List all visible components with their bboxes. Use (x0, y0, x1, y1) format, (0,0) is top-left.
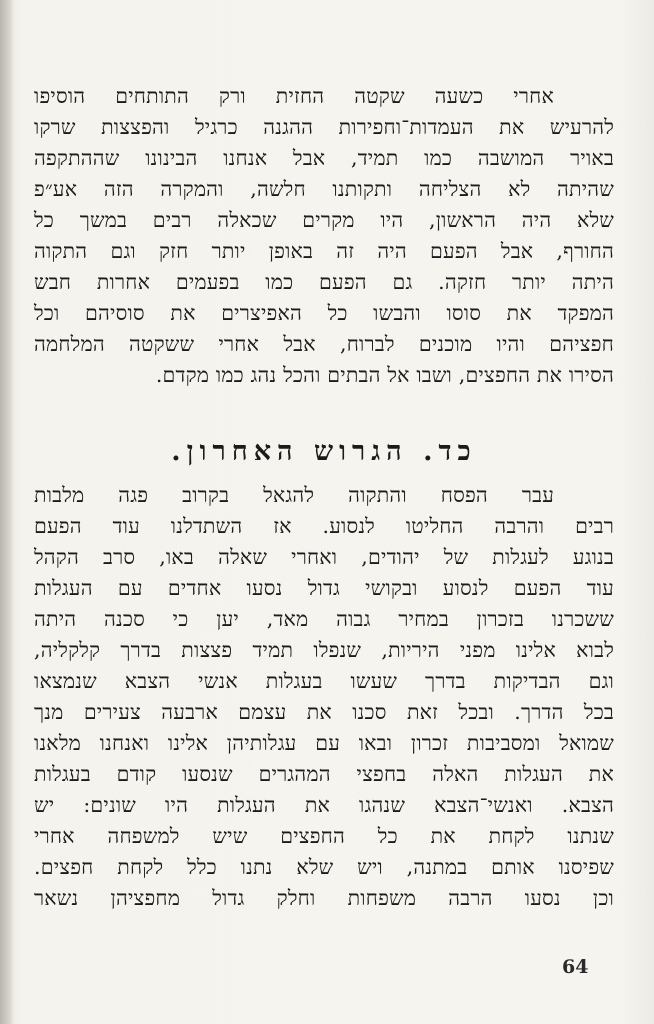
text-line: בכל הדרך. ובכל זאת סכנו את עצמם ארבעה צעירים מנך (34, 700, 614, 724)
text-line: החורף, אבל הפעם היה זה באופן יותר חזק וגם התקוה (34, 239, 614, 263)
text-line: שפיסנו אותם במתנה, ויש שלא נתנו כלל לקחת חפצים. (34, 855, 614, 879)
text-line: היתה יותר חזקה. גם הפעם כמו בפעמים אחרות חבש (34, 270, 614, 294)
text-line: באויר המושבה כמו תמיד, אבל אנחנו הבינונו שההתקפה (34, 146, 614, 170)
text-line: עוד הפעם לנסוע ובקושי גדול נסעו אחדים עם העגלות (34, 576, 614, 600)
paragraph-2 (34, 480, 614, 914)
text-line: את העגלות האלה בחפצי המהגרים שנסעו קודם בעגלות (34, 762, 614, 786)
text-line: שהיתה לא הצליחה ותקותנו חלשה, והמקרה הזה אע״פ (34, 177, 614, 201)
text-line: להרעיש את העמדות־וחפירות ההגנה כרגיל והפצצות שרקו (34, 115, 614, 139)
text-line: שמואל ומסביבות זכרון ובאו עם עגלותיהן אלינו ואנחנו מלאנו (34, 731, 614, 755)
text-line: חפציהם והיו מוכנים לברוח, אבל אחרי ששקטה המלחמה (34, 332, 614, 356)
text-line: ששכרנו בזכרון במחיר גבוה מאד, יען כי סכנה היתה (34, 607, 614, 631)
page-number: 64 (562, 956, 589, 978)
text-line: עבר הפסח והתקוה להגאל בקרוב פגה מלבות (34, 483, 554, 507)
chapter-heading: כד. הגרוש האחרון. (171, 436, 477, 467)
text-line: רבים והרבה החליטו לנסוע. אז השתדלנו עוד הפעם (34, 514, 614, 538)
text-line: בנוגע לעגלות של יהודים, ואחרי שאלה באו, סרב הקהל (34, 545, 614, 569)
text-line: וכן נסעו הרבה משפחות וחלק גדול מחפציהן נשאר (34, 886, 614, 910)
text-line: וגם הבדיקות בדרך שעשו בעגלות אנשי הצבא שנמצאו (34, 669, 614, 693)
text-line: הצבא. ואנשי־הצבא שנהגו את העגלות היו שונים: יש (34, 793, 614, 817)
text-line: אחרי כשעה שקטה החזית ורק התותחים הוסיפו (34, 84, 554, 108)
book-spine-shadow (0, 0, 14, 1024)
text-line: שנתנו לקחת את כל החפצים שיש למשפחה אחרי (34, 824, 614, 848)
paragraph-1 (34, 81, 614, 391)
text-line: המפקד את סוסו והבשו כל האפיצרים את סוסיהם וכל (34, 301, 614, 325)
text-line: לבוא אלינו מפני היריות, שנפלו תמיד פצצות בדרך קלקליה, (34, 638, 614, 662)
text-line: שלא היה הראשון, היו מקרים שכאלה רבים במשך כל (34, 208, 614, 232)
text-line: הסירו את החפצים, ושבו אל הבתים והכל נהג כמו מקדם. (155, 363, 614, 387)
